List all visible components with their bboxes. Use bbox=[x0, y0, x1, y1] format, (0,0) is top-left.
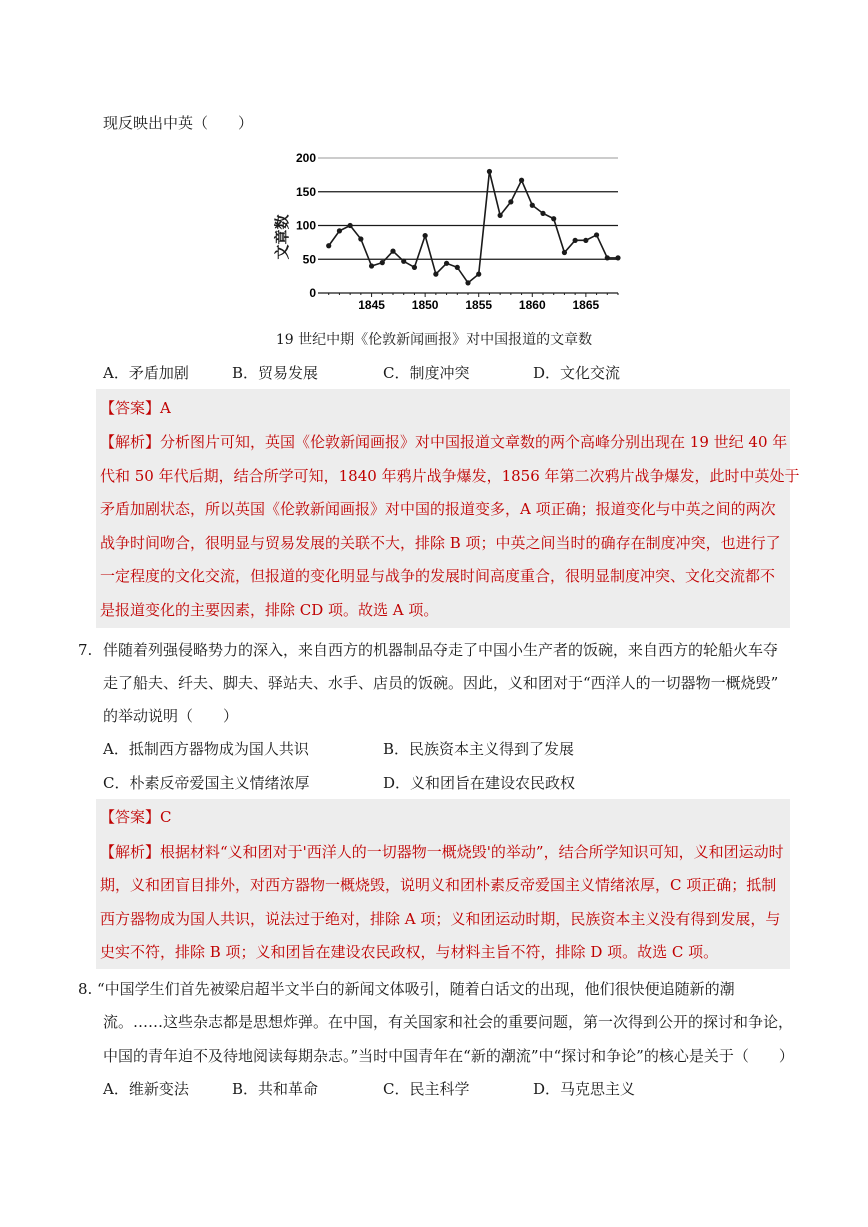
y-tick-label: 100 bbox=[295, 218, 316, 233]
question-6-stem: 现反映出中英（ ） bbox=[103, 114, 254, 132]
q7-analysis-label: 【解析】 bbox=[100, 843, 161, 861]
q7-analysis-line-3: 西方器物成为国人共识，说法过于绝对，排除 A 项；义和团运动时期，民族资本主义没有得到发展，与 bbox=[100, 910, 781, 928]
data-point bbox=[594, 232, 599, 237]
q6-analysis-line-3: 矛盾加剧状态，所以英国《伦敦新闻画报》对中国的报道变多，A 项正确；报道变化与中英之间的两次 bbox=[100, 500, 776, 518]
q7-answer: 【答案】C bbox=[100, 808, 172, 826]
q7-option-a[interactable]: A．抵制西方器物成为国人共识 bbox=[103, 740, 309, 758]
q6-option-d[interactable]: D．文化交流 bbox=[533, 364, 621, 382]
data-point bbox=[455, 265, 460, 270]
question-7-number: 7. bbox=[78, 641, 93, 659]
data-point bbox=[444, 261, 449, 266]
data-point bbox=[615, 255, 620, 260]
q7-analysis-line-2: 期，义和团盲目排外，对西方器物一概烧毁，说明义和团朴素反帝爱国主义情绪浓厚，C 项正确；抵制 bbox=[100, 876, 777, 894]
data-point bbox=[348, 223, 353, 228]
q6-analysis-line-5: 一定程度的文化交流，但报道的变化明显与战争的发展时间高度重合，很明显制度冲突、文化交流都不 bbox=[100, 567, 776, 585]
data-point bbox=[433, 272, 438, 277]
data-point bbox=[337, 228, 342, 233]
q6-option-a[interactable]: A．矛盾加剧 bbox=[103, 364, 189, 382]
data-point bbox=[519, 178, 524, 183]
data-point bbox=[498, 213, 503, 218]
data-point bbox=[583, 238, 588, 243]
data-point bbox=[605, 255, 610, 260]
data-point bbox=[423, 233, 428, 238]
q6-analysis-line-6: 是报道变化的主要因素，排除 CD 项。故选 A 项。 bbox=[100, 601, 439, 619]
data-point bbox=[551, 216, 556, 221]
data-point bbox=[369, 263, 374, 268]
data-point bbox=[530, 203, 535, 208]
x-tick-label: 1845 bbox=[358, 298, 385, 312]
question-8-line-3: 中国的青年迫不及待地阅读每期杂志。”当时中国青年在“新的潮流”中“探讨和争论”的核心是关于（ ） bbox=[103, 1047, 794, 1065]
q6-option-c[interactable]: C．制度冲突 bbox=[383, 364, 470, 382]
data-point bbox=[390, 249, 395, 254]
data-point bbox=[562, 250, 567, 255]
q8-option-c[interactable]: C．民主科学 bbox=[383, 1080, 470, 1098]
data-point bbox=[380, 260, 385, 265]
data-point bbox=[540, 211, 545, 216]
data-point bbox=[412, 265, 417, 270]
data-point bbox=[508, 199, 513, 204]
q6-option-b[interactable]: B．贸易发展 bbox=[232, 364, 319, 382]
q7-option-c[interactable]: C．朴素反帝爱国主义情绪浓厚 bbox=[103, 774, 310, 792]
q7-option-b[interactable]: B．民族资本主义得到了发展 bbox=[383, 740, 575, 758]
y-tick-label: 150 bbox=[295, 184, 316, 199]
q6-analysis-label: 【解析】 bbox=[100, 433, 161, 451]
data-point bbox=[476, 272, 481, 277]
y-tick-label: 0 bbox=[309, 286, 316, 300]
y-tick-label: 200 bbox=[295, 151, 316, 165]
x-tick-label: 1865 bbox=[572, 298, 600, 312]
q6-analysis-line-4: 战争时间吻合，很明显与贸易发展的关联不大，排除 B 项；中英之间当时的确存在制度冲突，也进行了 bbox=[100, 534, 781, 552]
q6-answer: 【答案】A bbox=[100, 399, 171, 417]
y-tick-label: 50 bbox=[302, 252, 316, 267]
x-tick-label: 1860 bbox=[518, 298, 546, 312]
data-point bbox=[573, 238, 578, 243]
question-8-number: 8. bbox=[78, 980, 93, 998]
question-7-line-3: 的举动说明（ ） bbox=[103, 707, 239, 725]
y-axis-label: 文章数 bbox=[274, 214, 291, 260]
q7-option-d[interactable]: D．义和团旨在建设农民政权 bbox=[383, 774, 576, 792]
article-count-chart bbox=[0, 0, 868, 330]
data-point bbox=[487, 169, 492, 174]
question-8-line-1: “中国学生们首先被梁启超半文半白的新闻文体吸引，随着白话文的出现，他们很快便追随新的潮 bbox=[97, 980, 735, 998]
data-point bbox=[401, 259, 406, 264]
q7-analysis-line-4: 史实不符，排除 B 项；义和团旨在建设农民政权，与材料主旨不符，排除 D 项。故选 C 项。 bbox=[100, 943, 719, 961]
q8-option-a[interactable]: A．维新变法 bbox=[103, 1080, 189, 1098]
question-7-line-2: 走了船夫、纤夫、脚夫、驿站夫、水手、店员的饭碗。因此，义和团对于“西洋人的一切器物一概烧毁” bbox=[103, 674, 779, 692]
data-point bbox=[326, 243, 331, 248]
q6-analysis-line-1: 分析图片可知，英国《伦敦新闻画报》对中国报道文章数的两个高峰分别出现在 19 世纪 40 年 bbox=[160, 433, 788, 451]
q8-option-d[interactable]: D．马克思主义 bbox=[533, 1080, 636, 1098]
data-point bbox=[465, 280, 470, 285]
data-point bbox=[358, 236, 363, 241]
q6-analysis-line-2: 代和 50 年代后期，结合所学可知，1840 年鸦片战争爆发，1856 年第二次鸦片战争爆发，此时中英处于 bbox=[100, 467, 800, 485]
q8-option-b[interactable]: B．共和革命 bbox=[232, 1080, 319, 1098]
q7-analysis-line-1: 根据材料“义和团对于'西洋人的一切器物一概烧毁'的举动”，结合所学知识可知，义和团运动时 bbox=[160, 843, 784, 861]
question-7-line-1: 伴随着列强侵略势力的深入，来自西方的机器制品夺走了中国小生产者的饭碗，来自西方的轮船火车夺 bbox=[103, 641, 779, 659]
chart-caption: 19 世纪中期《伦敦新闻画报》对中国报道的文章数 bbox=[275, 332, 593, 348]
x-tick-label: 1850 bbox=[411, 298, 439, 312]
x-tick-label: 1855 bbox=[465, 298, 493, 312]
question-8-line-2: 流。……这些杂志都是思想炸弹。在中国，有关国家和社会的重要问题，第一次得到公开的探讨和争论， bbox=[103, 1013, 794, 1031]
